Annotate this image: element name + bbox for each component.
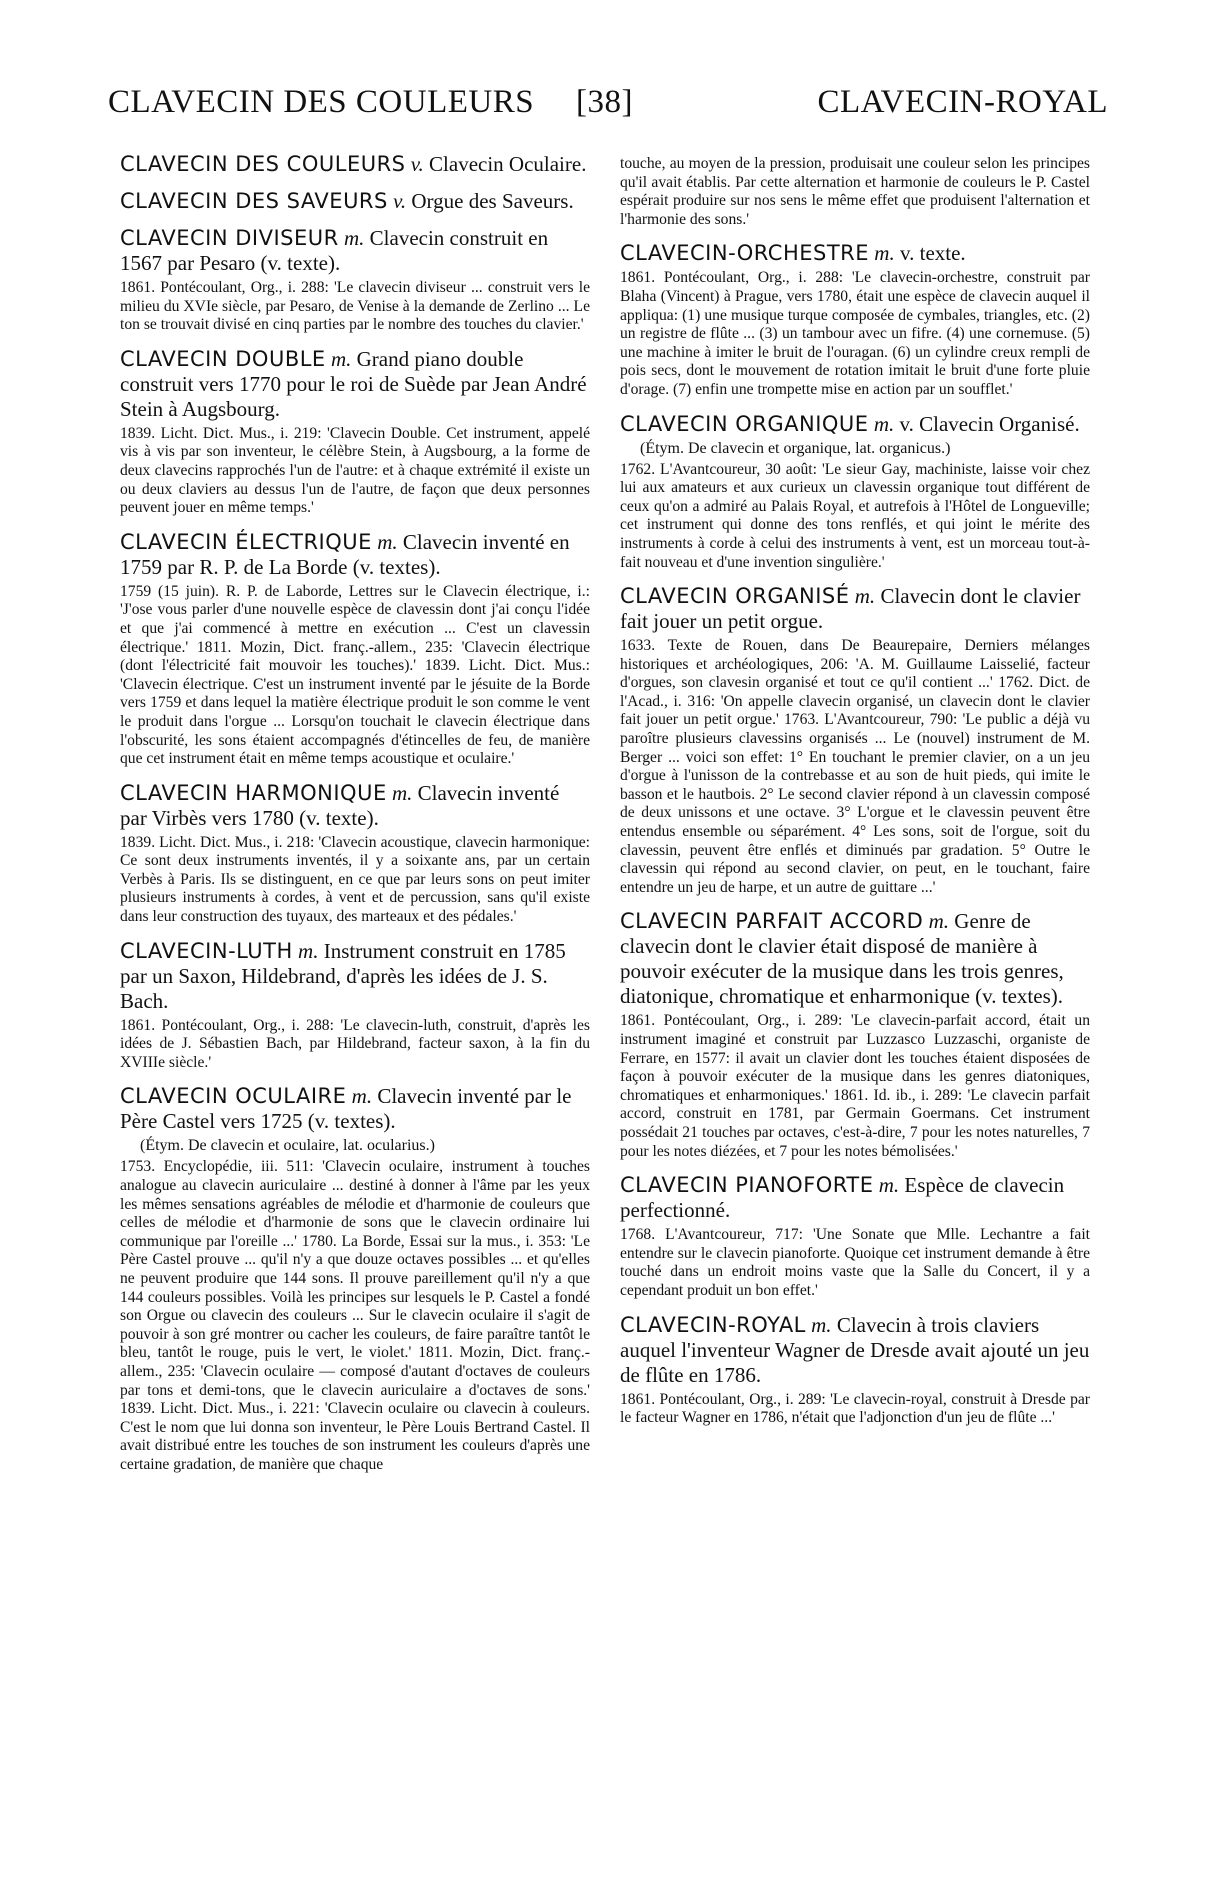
entry-heading [120,347,590,422]
entry-citations: 1861. Pontécoulant, Org., i. 289: 'Le clavecin-royal, construit à Dresde par le facteur Wagner en 1786, n'était que l'adjonction d'un jeu de flûte ...' [620,1390,1090,1427]
dictionary-entry [120,781,590,927]
entry-headword: CLAVECIN PARFAIT ACCORD [620,909,924,934]
entry-headword: CLAVECIN DOUBLE [120,346,326,371]
entry-grammar: m. [873,411,895,436]
entry-citations: 1633. Texte de Rouen, dans De Beaurepaire, Derniers mélanges historiques et archéologiques, 206: 'A. M. Guillaume Laisselié, facteur d'orgues, son clavesin organisé et tout ce qu'il contient ...' 1762. Dict. de l'Acad., i. 316: 'On appelle clavecin organisé, un clavecin dont le clavier fait jouer un petit orgue.' 1763. L'Avantcoureur, 790: 'Le public a déjà vu paroître plusieurs clavessins organisés ... Le (nouvel) instrument de M. Berger ... voici son effet: 1° En touchant le premier clavier, on a un jeu d'orgue à l'unisson de la contrebasse et au son de huit pieds, qui imite le basson et le hautbois. 2° Le second clavier répond à un clavessin composé de deux unissons et une octave. 3° L'orgue et le clavessin peuvent être entendus ensemble ou séparément. 4° Les sons, soit de l'orgue, soit du clavessin, peuvent être enflés et diminués par gradation. 5° Outre le clavessin qui répond au second clavier, on peut, en le touchant, faire entendre un jeu de harpe, et un autre de guittare ...' [620,637,1090,896]
right-column [620,152,1090,1440]
left-column [120,152,590,1487]
entry-citations: 1753. Encyclopédie, iii. 511: 'Clavecin oculaire, instrument à touches analogue au clavecin auriculaire ... destiné à donner à l'âme par les yeux les mêmes sensations agréables de mélodie et d'harmonie de couleurs que celles de mélodie et d'harmonie de sons que le clavecin ordinaire lui communique par l'oreille ...' 1780. La Borde, Essai sur la mus., i. 353: 'Le Père Castel prouve ... qu'il n'y a que douze octaves possibles ... et qu'elles ne peuvent produire que 144 sons. Il prouve pareillement qu'il n'y a que 144 couleurs possibles. Voilà les principes sur lesquels le P. Castel a fondé son Orgue ou clavecin des couleurs ... Sur le clavecin oculaire il s'agit de pouvoir à son gré montrer ou cacher les couleurs, de faire paraître tantôt le bleu, tantôt le rouge, puis le vert, le violet.' 1811. Mozin, Dict. franç.-allem., 235: 'Clavecin oculaire — composé d'autant d'octaves de couleurs par tons et demi-tons, que le clavecin auriculaire a d'octaves de sons.' 1839. Licht. Dict. Mus., i. 221: 'Clavecin oculaire ou clavecin à couleurs. C'est le nom que lui donna son inventeur, le Père Louis Bertrand Castel. Il avait distribué entre les touches de son instrument les couleurs d'après une certaine gradation, de manière que chaque [120,1158,590,1473]
entry-heading [620,909,1090,1009]
entry-etymology: (Étym. De clavecin et oculaire, lat. ocularius.) [140,1137,435,1155]
entry-grammar: v. [393,189,407,213]
entry-grammar: m. [343,226,365,250]
entry-heading [620,584,1090,634]
entry-headword: CLAVECIN OCULAIRE [120,1084,347,1109]
entry-definition: v. texte. [899,241,966,266]
entry-headword: CLAVECIN DIVISEUR [120,226,339,250]
entry-citations: 1861. Pontécoulant, Org., i. 288: 'Le clavecin diviseur ... construit vers le milieu du XVIe siècle, par Pesaro, de Venise à la demande de Zerlino ... Le ton se trouvait divisé en cinq parties par le nombre des touches du clavier.' [120,279,590,334]
entry-citations: touche, au moyen de la pression, produisait une couleur selon les principes qu'il avait établis. Par cette alternation et harmonie de couleurs le P. Castel espérait produire sur nos sens le même effet que produisent l'alternation et l'harmonie des sons.' [620,155,1090,228]
entry-definition: v. Clavecin Organisé. [899,411,1080,436]
entry-definition: Clavecin inventé en 1759 par R. P. de La Borde (v. textes). [120,529,570,579]
entry-citations: 1839. Licht. Dict. Mus., i. 218: 'Clavecin acoustique, clavecin harmonique: Ce sont deux instruments inventés, il y a soixante ans, par un certain Verbès à Paris. Ils se distinguent, en ce que par leurs sons on peut imiter plusieurs instruments à cordes, à vent et de percussion, sans qu'il existe dans leur construction des tuyaux, des marteaux et des pédales.' [120,833,590,926]
dictionary-entry [620,1173,1090,1300]
entry-heading [620,1313,1090,1388]
dictionary-entry [120,939,590,1073]
header-right-guideword: CLAVECIN-ROYAL [817,84,1108,120]
dictionary-entry [120,189,590,214]
dictionary-entry [620,584,1090,897]
entry-grammar: m. [298,938,319,963]
entry-definition: Clavecin Oculaire. [429,152,587,176]
entry-definition: Clavecin à trois claviers auquel l'inventeur Wagner de Dresde avait ajouté un jeu de flûte en 1786. [620,1312,1090,1387]
entry-heading [120,781,590,831]
entry-citations: 1861. Pontécoulant, Org., i. 288: 'Le clavecin-luth, construit, d'après les idées de J. Sébastien Bach, par Hildebrand, facteur saxon, à la fin du XVIIIe siècle.' [120,1016,590,1071]
dictionary-entry [120,1084,590,1474]
entry-definition: Clavecin construit en 1567 par Pesaro (v. texte). [120,226,549,275]
entry-heading [620,241,1090,266]
entry-grammar: m. [351,1084,373,1109]
entry-etymology: (Étym. De clavecin et organique, lat. organicus.) [640,439,951,457]
entry-grammar: m. [377,529,398,554]
entry-citations: 1768. L'Avantcoureur, 717: 'Une Sonate que Mlle. Lechantre a fait entendre sur le clavecin pianoforte. Quoique cet instrument demande à être touché dans un endroit moins vaste que la Salle du Concert, il y a cependant produit un bon effet.' [620,1226,1090,1299]
entry-headword: CLAVECIN HARMONIQUE [120,780,387,805]
entry-grammar: m. [330,346,352,371]
entry-headword: CLAVECIN-LUTH [120,938,293,963]
entry-grammar: m. [928,909,950,934]
entry-heading [620,1173,1090,1223]
entry-grammar: v. [410,152,424,176]
entry-grammar: m. [874,241,895,266]
dictionary-entry [120,530,590,769]
dictionary-entry [620,155,1090,229]
entry-heading [120,152,590,177]
entry-headword: CLAVECIN-ROYAL [620,1312,806,1337]
entry-definition: Clavecin inventé par Virbès vers 1780 (v. texte). [120,780,560,830]
entry-grammar: m. [878,1173,900,1198]
dictionary-entry [120,226,590,335]
entry-citations: 1861. Pontécoulant, Org., i. 289: 'Le clavecin-parfait accord, était un instrument imaginé et construit par Luzzasco Luzzaschi, organiste de Ferrare, en 1577: il avait un clavier dont les touches étaient disposées de façon à pouvoir exécuter de la musique dans les genres diatoniques, chromatiques et enharmoniques.' 1861. Id. ib., i. 289: 'Le clavecin parfait accord, construit en 1781, par Germain Goermans. Cet instrument possédait 21 touches par octaves, c'est-à-dire, 7 pour les notes naturelles, 7 pour les notes diézées, et 7 pour les notes bémolisées.' [620,1012,1090,1160]
entry-definition: Orgue des Saveurs. [411,189,574,213]
entry-heading [120,939,590,1014]
dictionary-entry [620,412,1090,573]
entry-definition: Clavecin inventé par le Père Castel vers 1725 (v. textes). [120,1084,572,1134]
entry-headword: CLAVECIN-ORCHESTRE [620,241,870,266]
entry-citations: 1839. Licht. Dict. Mus., i. 219: 'Clavecin Double. Cet instrument, appelé vis à vis par son inventeur, le célèbre Stein, à Augsbourg, a la forme de deux clavecins rapprochés l'un de l'autre: et à chaque extrémité il existe un ou deux claviers au dessus l'un de l'autre, de façon que deux personnes peuvent jouer en même temps.' [120,424,590,517]
page-number: [38] [576,84,633,120]
entry-grammar: m. [854,584,876,609]
running-header [108,84,1108,132]
entry-citations: 1759 (15 juin). R. P. de Laborde, Lettres sur le Clavecin électrique, i.: 'J'ose vous parler d'une nouvelle espèce de clavessin dont j'ai conçu l'idée et que j'ai commencé à mettre en exécution ... C'est un clavessin électrique.' 1811. Mozin, Dict. franç.-allem., 235: 'Clavecin électrique (dont l'électricité fait mouvoir les touches).' 1839. Licht. Dict. Mus.: 'Clavecin électrique. C'est un instrument inventé par le jésuite de la Borde vers 1759 et dans lequel la matière électrique produit le son comme le vent le produit dans l'orgue ... Lorsqu'on touchait le clavecin électrique dans l'obscurité, les sons étaient accompagnés d'étincelles de feu, de manière que cet instrument était en même temps acoustique et oculaire.' [120,582,590,768]
entry-headword: CLAVECIN DES SAVEURS [120,189,388,213]
entry-headword: CLAVECIN ÉLECTRIQUE [120,529,372,554]
entry-definition: Genre de clavecin dont le clavier était disposé de manière à pouvoir exécuter de la musique dans les trois genres, diatonique, chromatique et enharmonique (v. textes). [620,909,1064,1009]
entry-grammar: m. [811,1312,832,1337]
entry-heading [120,226,590,276]
entry-definition: Espèce de clavecin perfectionné. [620,1173,1065,1223]
entry-heading [120,530,590,580]
entry-citations: 1861. Pontécoulant, Org., i. 288: 'Le clavecin-orchestre, construit par Blaha (Vincent) à Prague, vers 1780, était une espèce de clavecin auquel il appliqua: (1) une musique turque composée de cymbales, triangles, etc. (2) un registre de flûte ... (3) un tambour avec un fifre. (4) une cornemuse. (5) une machine à imiter le bruit de l'ouragan. (6) un cylindre creux rempli de pois secs, dont le mouvement de rotation imitait le bruit d'une forte pluie d'orage. (7) enfin une trompette mise en action par un soufflet.' [620,269,1090,398]
entry-heading [120,1084,590,1134]
entry-headword: CLAVECIN DES COULEURS [120,152,406,176]
dictionary-entry [120,347,590,518]
dictionary-entry [620,1313,1090,1428]
entry-definition: Grand piano double construit vers 1770 pour le roi de Suède par Jean André Stein à Augsbourg. [120,346,587,421]
entry-headword: CLAVECIN PIANOFORTE [620,1173,874,1198]
entry-definition: Clavecin dont le clavier fait jouer un petit orgue. [620,584,1081,634]
entry-headword: CLAVECIN ORGANIQUE [620,411,869,436]
dictionary-entry [120,152,590,177]
entry-heading [120,189,590,214]
entry-headword: CLAVECIN ORGANISÉ [620,584,850,609]
header-left-guideword: CLAVECIN DES COULEURS [108,84,535,120]
entry-heading [620,412,1090,437]
dictionary-entry [620,241,1090,399]
entry-citations: 1762. L'Avantcoureur, 30 août: 'Le sieur Gay, machiniste, laisse voir chez lui aux amateurs et aux curieux un clavessin organique tout différent de ceux qu'on a admiré au Palais Royal, et autrefois à l'Hôtel de Longueville; cet instrument qui donne des tons renflés, et qui joint le mérite des instruments à corde à celui des instruments à vent, est un morceau tout-à-fait nouveau et d'une invention singulière.' [620,460,1090,571]
entry-definition: Instrument construit en 1785 par un Saxon, Hildebrand, d'après les idées de J. S. Bach. [120,938,566,1013]
dictionary-entry [620,909,1090,1161]
entry-grammar: m. [391,780,413,805]
